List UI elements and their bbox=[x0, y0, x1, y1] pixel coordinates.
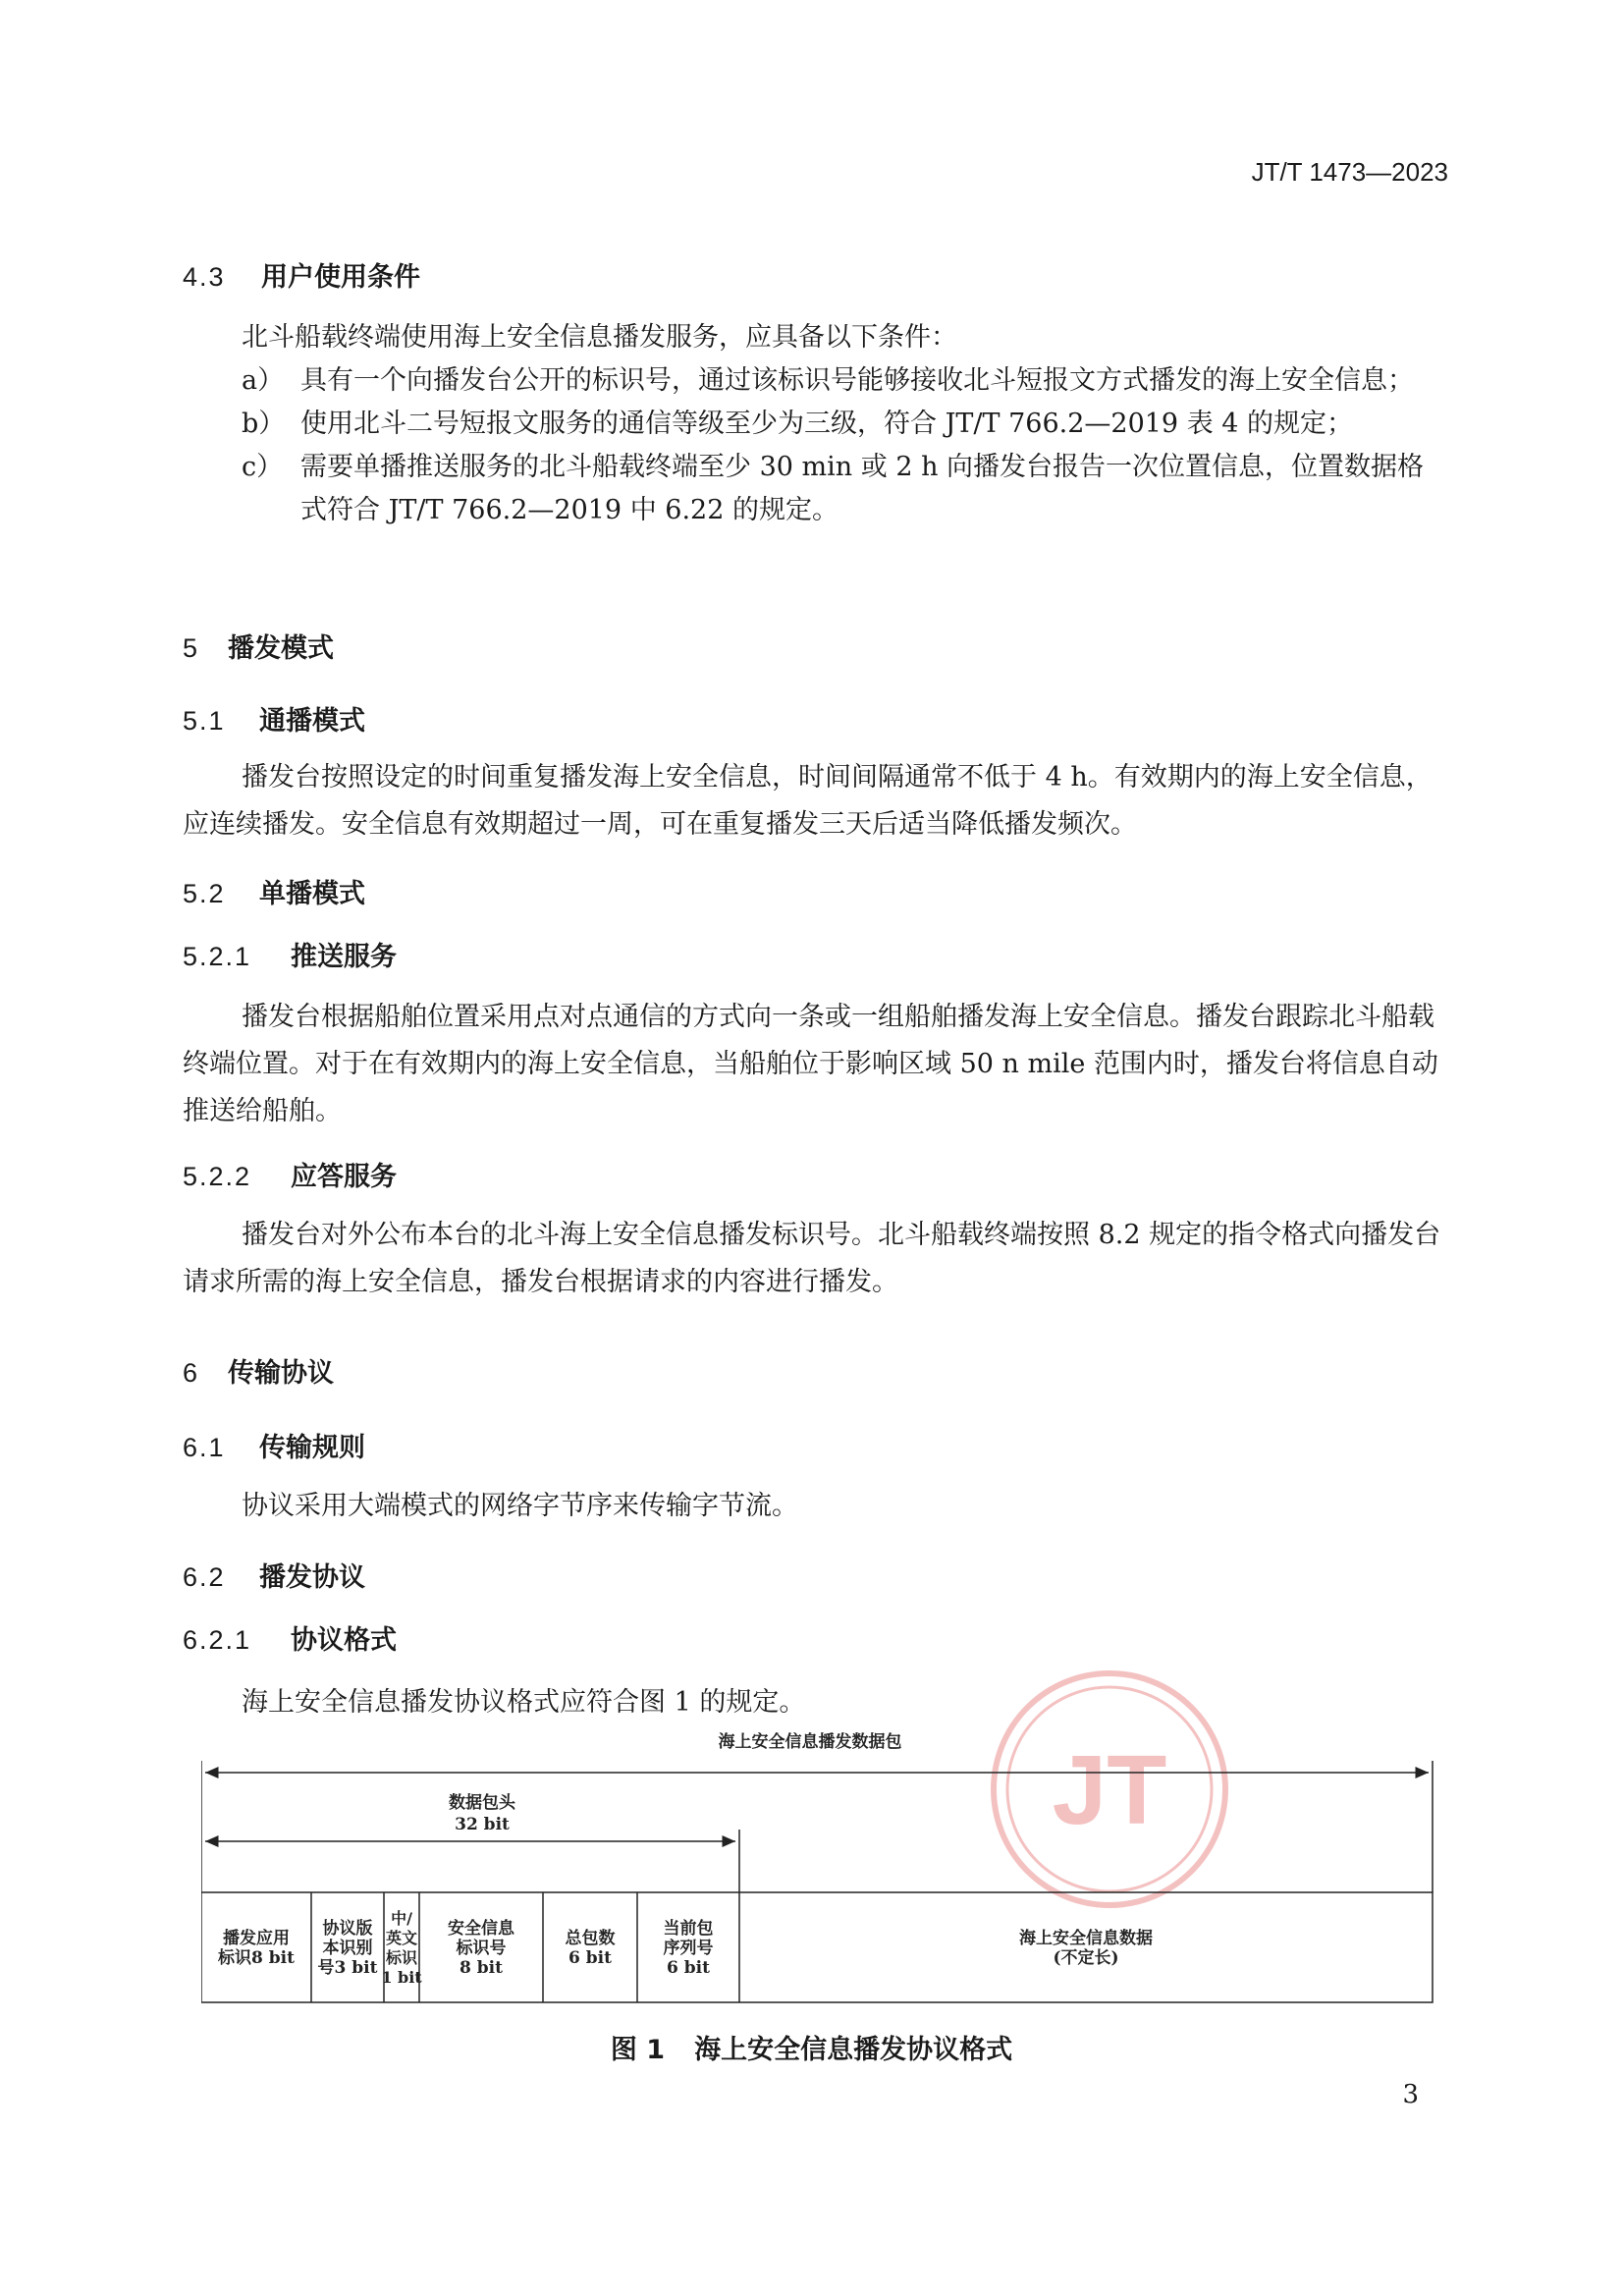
heading-number: 5.1 bbox=[183, 706, 226, 736]
standard-number: JT/T 1473—2023 bbox=[1251, 157, 1448, 187]
heading-number: 6.1 bbox=[183, 1433, 226, 1462]
heading-5-2-1 bbox=[183, 935, 397, 973]
paragraph-6-1: 协议采用大端模式的网络字节序来传输字节流。 bbox=[242, 1491, 798, 1521]
heading-number: 6.2 bbox=[183, 1562, 226, 1592]
heading-6-1 bbox=[183, 1426, 365, 1464]
heading-number: 5.2 bbox=[183, 879, 226, 908]
packet-label: 海上安全信息播发数据包 bbox=[718, 1732, 902, 1752]
field-label-line: 标识8 bit bbox=[218, 1948, 295, 1968]
heading-number: 5.2.2 bbox=[183, 1162, 252, 1191]
heading-title: 传输协议 bbox=[228, 1358, 334, 1389]
list-marker: c） bbox=[242, 452, 284, 482]
heading-number: 6.2.1 bbox=[183, 1625, 252, 1655]
field-label-line: 总包数 bbox=[565, 1929, 616, 1948]
list-marker: a） bbox=[242, 365, 285, 396]
figure-caption bbox=[0, 2028, 1623, 2066]
field-label bbox=[1019, 1928, 1153, 1968]
heading-4-3 bbox=[183, 255, 420, 294]
field-label bbox=[318, 1918, 378, 1978]
field-label bbox=[448, 1918, 515, 1978]
paragraph-5-2-2: 播发台对外公布本台的北斗海上安全信息播发标识号。北斗船载终端按照 8.2 规定的指令格式向播发台请求所需的海上安全信息，播发台根据请求的内容进行播发。 bbox=[183, 1220, 1441, 1297]
field-label-line: 安全信息 bbox=[448, 1919, 514, 1939]
heading-5 bbox=[183, 627, 334, 665]
field-label-line: 当前包 bbox=[663, 1919, 714, 1939]
heading-5-1 bbox=[183, 699, 365, 738]
header-label: 数据包头 bbox=[449, 1793, 515, 1813]
heading-6-2 bbox=[183, 1556, 365, 1594]
field-label-line: (不定长) bbox=[1053, 1948, 1119, 1968]
list-text: 需要单播推送服务的北斗船载终端至少 30 min 或 2 h 向播发台报告一次位置信息，位置数据格式符合 JT/T 766.2—2019 中 6.22 的规定。 bbox=[300, 452, 1425, 525]
field-label-line: 中/ bbox=[391, 1909, 412, 1928]
field-label-line: 英文 bbox=[385, 1929, 418, 1947]
list-item bbox=[242, 403, 1449, 446]
field-label bbox=[381, 1909, 422, 1987]
field-label-line: 标识号 bbox=[456, 1939, 507, 1958]
field-label-line: 1 bit bbox=[381, 1968, 422, 1987]
field-label-line: 协议版 bbox=[322, 1919, 373, 1939]
paragraph-5-1: 播发台按照设定的时间重复播发海上安全信息，时间间隔通常不低于 4 h。有效期内的海上安全信息，应连续播发。安全信息有效期超过一周，可在重复播发三天后适当降低播发频次。 bbox=[183, 762, 1433, 840]
list-text: 具有一个向播发台公开的标识号，通过该标识号能够接收北斗短报文方式播发的海上安全信息； bbox=[300, 365, 1414, 396]
field-cells bbox=[217, 1892, 1153, 2002]
intro-4-3: 北斗船载终端使用海上安全信息播发服务，应具备以下条件： bbox=[242, 322, 957, 353]
field-label bbox=[566, 1928, 616, 1968]
field-label-line: 号3 bit bbox=[317, 1958, 378, 1978]
paragraph-6-2-1: 海上安全信息播发协议格式应符合图 1 的规定。 bbox=[242, 1687, 806, 1718]
heading-title: 播发模式 bbox=[228, 633, 334, 664]
heading-title: 通播模式 bbox=[259, 706, 365, 737]
protocol-format-diagram bbox=[201, 1714, 1438, 2018]
field-label-line: 序列号 bbox=[663, 1939, 714, 1958]
list-text: 使用北斗二号短报文服务的通信等级至少为三级，符合 JT/T 766.2—2019 表 4 的规定； bbox=[300, 409, 1354, 439]
heading-6-2-1 bbox=[183, 1618, 397, 1657]
paragraph-5-2-1: 播发台根据船舶位置采用点对点通信的方式向一条或一组船舶播发海上安全信息。播发台跟踪北斗船载终端位置。对于在有效期内的海上安全信息，当船舶位于影响区域 50 n mile 范围内时，播发台将信息自动推送给船舶。 bbox=[183, 1002, 1438, 1126]
list-item bbox=[242, 446, 1449, 532]
heading-title: 应答服务 bbox=[291, 1162, 397, 1192]
caption-text: 海上安全信息播发协议格式 bbox=[694, 2035, 1013, 2065]
heading-number: 5 bbox=[183, 633, 200, 663]
header-size: 32 bit bbox=[455, 1815, 510, 1834]
field-label-line: 海上安全信息数据 bbox=[1019, 1929, 1153, 1948]
field-label-line: 标识 bbox=[385, 1948, 418, 1967]
field-label-line: 6 bit bbox=[667, 1958, 710, 1978]
heading-title: 播发协议 bbox=[259, 1562, 365, 1593]
heading-5-2 bbox=[183, 872, 365, 910]
field-label-line: 播发应用 bbox=[223, 1929, 290, 1948]
heading-number: 5.2.1 bbox=[183, 942, 252, 971]
caption-number: 图 1 bbox=[610, 2035, 666, 2065]
heading-number: 6 bbox=[183, 1358, 200, 1388]
heading-number: 4.3 bbox=[183, 262, 226, 292]
seal-letters: JT bbox=[1052, 1735, 1167, 1845]
heading-title: 单播模式 bbox=[259, 879, 365, 909]
list-item bbox=[242, 359, 1449, 403]
heading-title: 协议格式 bbox=[291, 1625, 397, 1656]
field-label-line: 6 bit bbox=[568, 1948, 612, 1968]
heading-6 bbox=[183, 1351, 334, 1390]
field-label-line: 8 bit bbox=[460, 1958, 503, 1978]
heading-title: 传输规则 bbox=[259, 1433, 365, 1463]
field-label bbox=[664, 1918, 714, 1978]
field-label bbox=[217, 1928, 295, 1968]
heading-title: 用户使用条件 bbox=[261, 262, 420, 293]
heading-5-2-2 bbox=[183, 1155, 397, 1193]
list-marker: b） bbox=[242, 409, 286, 439]
heading-title: 推送服务 bbox=[291, 942, 397, 972]
conditions-list bbox=[242, 359, 1449, 532]
field-label-line: 本识别 bbox=[322, 1939, 373, 1958]
page-number: 3 bbox=[1402, 2080, 1419, 2109]
